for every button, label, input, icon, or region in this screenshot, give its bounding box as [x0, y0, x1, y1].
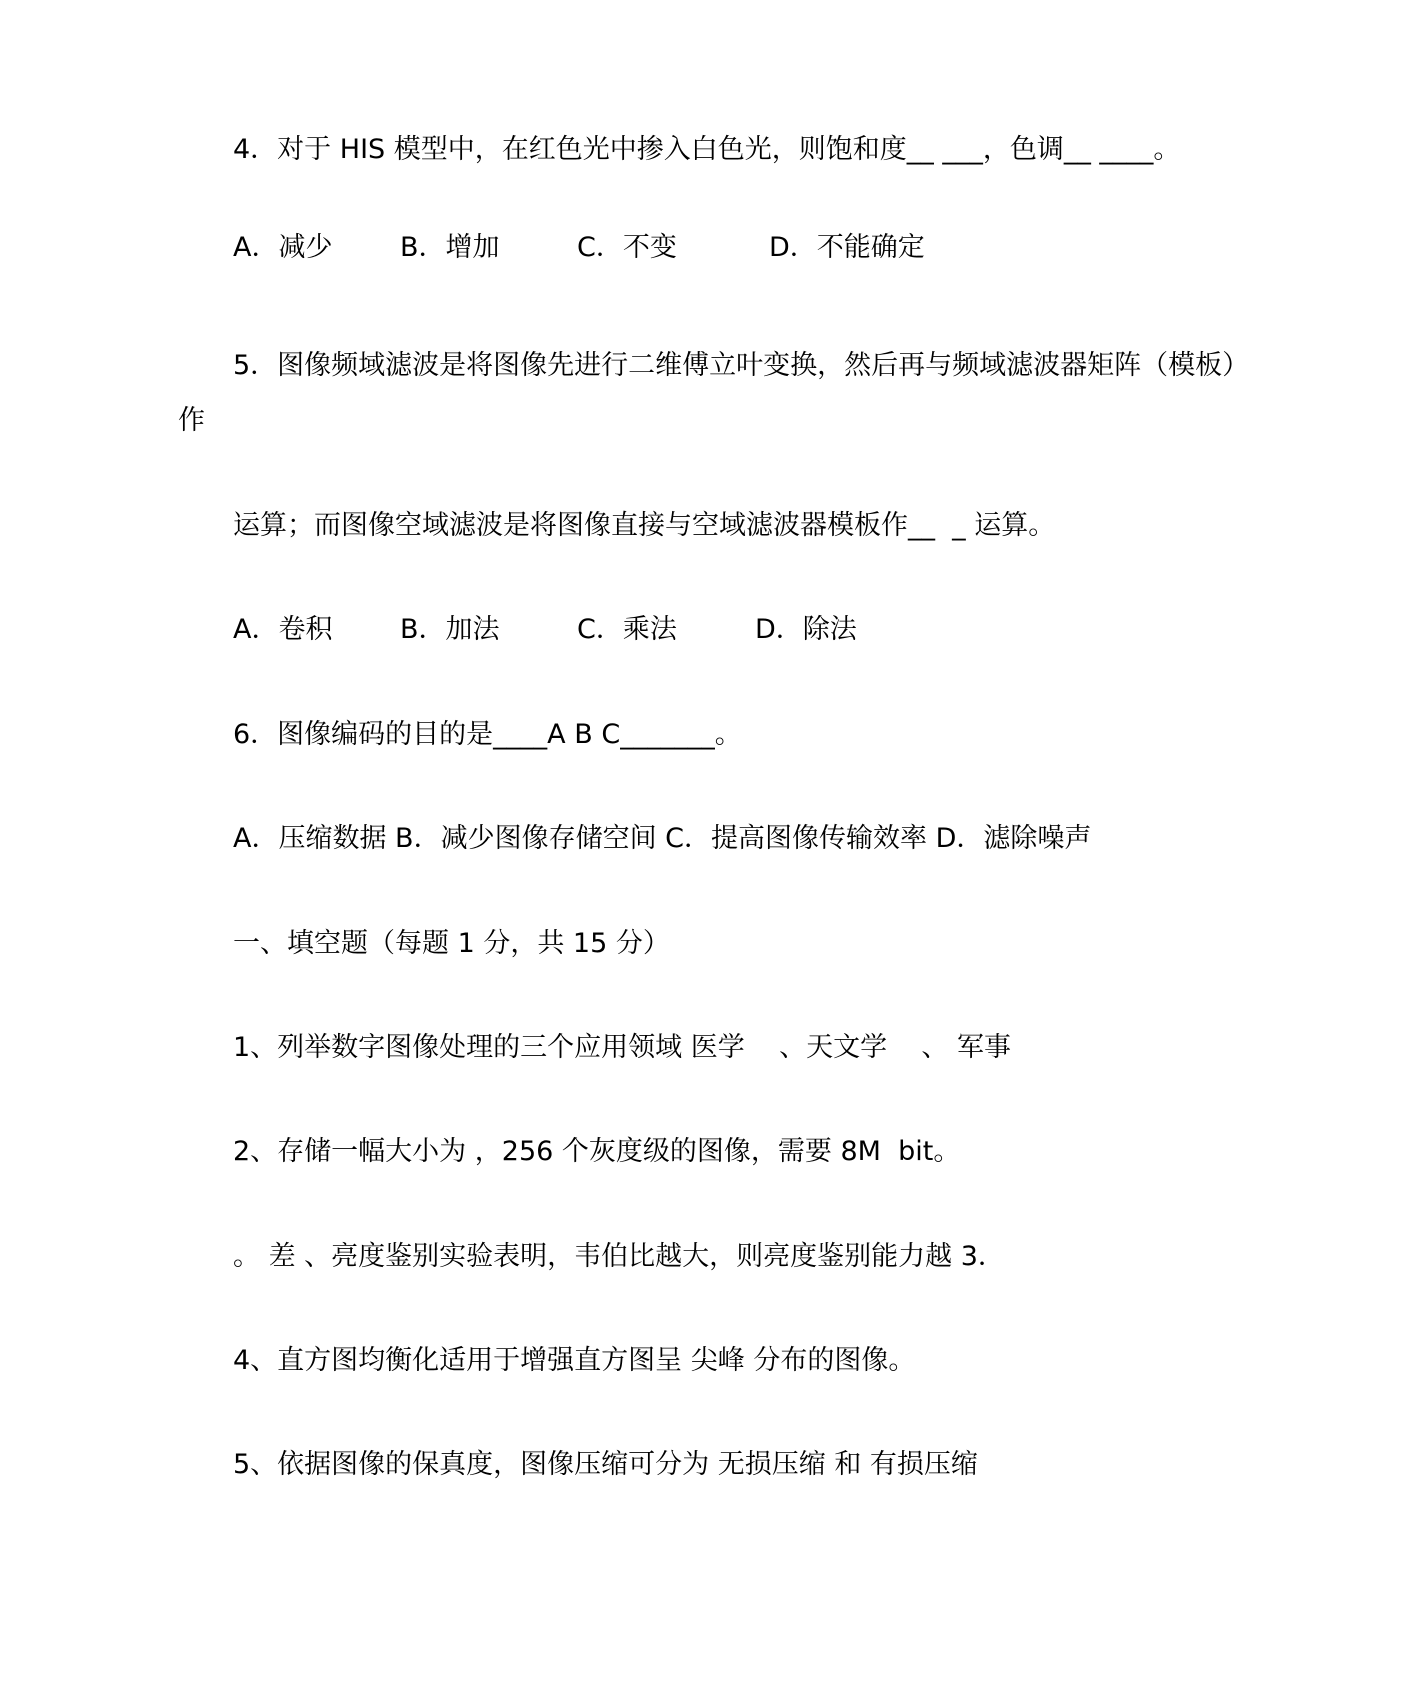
fill-item-2: 2、存储一幅大小为 ，256 个灰度级的图像，需要 8M bit。	[233, 1136, 961, 1167]
fill-item-3: 。 差 、亮度鉴别实验表明，韦伯比越大，则亮度鉴别能力越 3．	[233, 1241, 1005, 1272]
section-heading: 一、填空题（每题 1 分，共 15 分）	[233, 928, 670, 959]
question-4-option-d: D．不能确定	[769, 232, 925, 263]
question-4-stem: 4．对于 HIS 模型中，在红色光中掺入白色光，则饱和度__ ___，色调__ ____。	[233, 134, 1181, 165]
question-5-option-d: D．除法	[755, 614, 857, 645]
question-5-stem-line-2: 作	[178, 405, 205, 436]
question-5-option-a: A．卷积	[233, 614, 333, 645]
question-5-stem-line-3: 运算；而图像空域滤波是将图像直接与空域滤波器模板作__ _ 运算。	[233, 510, 1056, 541]
question-6-options: A．压缩数据 B．减少图像存储空间 C．提高图像传输效率 D．滤除噪声	[233, 823, 1092, 854]
question-4-option-b: B．增加	[400, 232, 500, 263]
question-4-option-a: A．减少	[233, 232, 333, 263]
fill-item-4: 4、直方图均衡化适用于增强直方图呈 尖峰 分布的图像。	[233, 1345, 916, 1376]
fill-item-1: 1、列举数字图像处理的三个应用领域 医学 、天文学 、 军事	[233, 1032, 1012, 1063]
question-5-stem-line-1: 5．图像频域滤波是将图像先进行二维傅立叶变换，然后再与频域滤波器矩阵（模板）	[233, 350, 1250, 381]
fill-item-5: 5、依据图像的保真度，图像压缩可分为 无损压缩 和 有损压缩	[233, 1449, 978, 1480]
question-5-option-c: C．乘法	[577, 614, 677, 645]
question-6-stem: 6．图像编码的目的是____A B C_______。	[233, 719, 742, 750]
question-5-option-b: B．加法	[400, 614, 500, 645]
question-4-option-c: C．不变	[577, 232, 677, 263]
